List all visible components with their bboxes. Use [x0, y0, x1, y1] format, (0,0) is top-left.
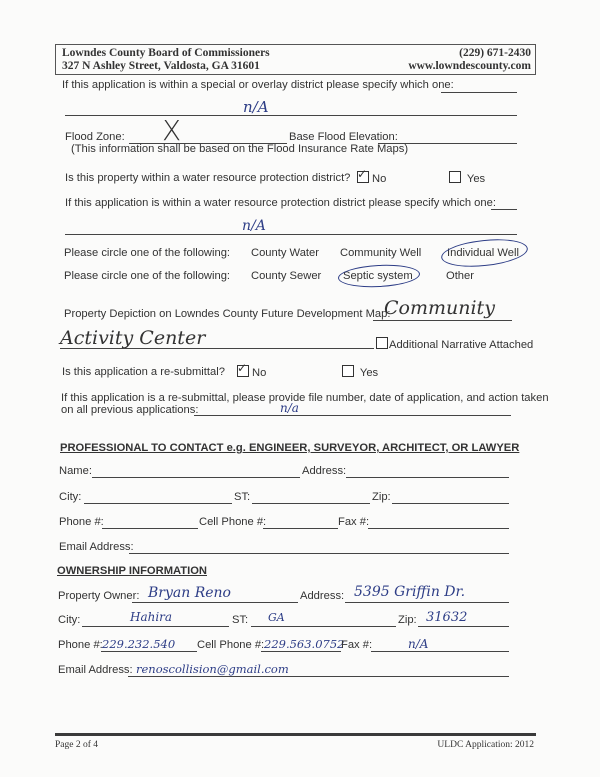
water-resource-question: Is this property within a water resource protection district? — [65, 172, 351, 184]
owner-fax-label: Fax #: — [341, 639, 373, 651]
water-resource-specify-line-1 — [491, 209, 517, 210]
professional-email-field[interactable] — [129, 553, 509, 554]
check-mark-icon: ✓ — [237, 361, 248, 375]
special-district-value[interactable]: n/A — [243, 98, 269, 116]
water-resource-yes[interactable] — [449, 171, 485, 185]
water-source-label: Please circle one of the following: — [64, 247, 231, 259]
professional-st-field[interactable] — [252, 503, 370, 504]
owner-fax-field[interactable] — [371, 651, 509, 652]
water-resource-specify-line-2[interactable] — [65, 234, 517, 235]
professional-phone-label: Phone #: — [59, 516, 104, 528]
professional-fax-label: Fax #: — [338, 516, 370, 528]
sewer-option-septic-system[interactable]: Septic system — [343, 270, 413, 282]
owner-label: Property Owner: — [58, 590, 140, 602]
future-development-label: Property Depiction on Lowndes County Future Development Map: — [64, 308, 391, 320]
water-resource-specify-value[interactable]: n/A — [242, 218, 266, 234]
org-address: 327 N Ashley Street, Valdosta, GA 31601 — [62, 60, 260, 72]
owner-address-value[interactable]: 5395 Griffin Dr. — [354, 584, 466, 600]
additional-narrative-checkbox[interactable] — [376, 337, 388, 349]
sewer-label: Please circle one of the following: — [64, 270, 231, 282]
owner-field[interactable] — [132, 602, 298, 603]
special-district-line-2[interactable] — [65, 115, 517, 116]
water-resource-no-label: No — [372, 173, 387, 185]
professional-city-field[interactable] — [84, 503, 232, 504]
resubmittal-question: Is this application a re-submittal? — [62, 366, 225, 378]
selection-circle-individual-well — [440, 236, 529, 271]
resubmittal-no-checkbox[interactable] — [237, 361, 249, 377]
owner-phone-value[interactable]: 229.232.540 — [102, 637, 176, 651]
resubmittal-no-label: No — [252, 367, 267, 379]
professional-address-field[interactable] — [346, 477, 509, 478]
form-id: ULDC Application: 2012 — [437, 740, 534, 750]
additional-narrative[interactable] — [376, 337, 533, 351]
resubmittal-details-label-2: on all previous applications: — [61, 404, 199, 416]
water-resource-no[interactable] — [357, 167, 387, 185]
water-resource-yes-label: Yes — [466, 173, 486, 185]
resubmittal-details-label-1: If this application is a re-submittal, please provide file number, date of application, and action taken — [61, 392, 549, 404]
check-mark-icon: ✓ — [357, 167, 368, 181]
future-development-line-1[interactable] — [373, 320, 512, 321]
owner-email-label: Email Address: — [58, 664, 133, 676]
flood-note: (This information shall be based on the Flood Insurance Rate Maps) — [71, 143, 409, 155]
professional-cell-field[interactable] — [263, 528, 338, 529]
professional-section-title: PROFESSIONAL TO CONTACT e.g. ENGINEER, SURVEYOR, ARCHITECT, OR LAWYER — [60, 442, 520, 454]
org-phone: (229) 671-2430 — [459, 47, 531, 59]
professional-st-label: ST: — [234, 491, 251, 503]
letterhead — [55, 44, 536, 75]
owner-fax-value[interactable]: n/A — [408, 637, 429, 651]
owner-phone-label: Phone #: — [58, 639, 103, 651]
future-development-value-2[interactable]: Activity Center — [60, 327, 206, 349]
selection-circle-septic-system — [337, 263, 420, 289]
owner-address-label: Address: — [300, 590, 345, 602]
special-district-line-1 — [441, 92, 517, 93]
owner-city-field[interactable] — [82, 626, 229, 627]
professional-address-label: Address: — [302, 465, 347, 477]
water-resource-yes-checkbox[interactable] — [449, 171, 461, 183]
owner-phone-field[interactable] — [101, 651, 197, 652]
owner-zip-label: Zip: — [398, 614, 417, 626]
owner-zip-value[interactable]: 31632 — [426, 610, 468, 625]
flood-zone-label: Flood Zone: — [65, 131, 125, 143]
owner-city-label: City: — [58, 614, 81, 626]
owner-address-field[interactable] — [345, 602, 509, 603]
owner-zip-field[interactable] — [418, 626, 509, 627]
owner-cell-field[interactable] — [261, 651, 341, 652]
owner-value[interactable]: Bryan Reno — [148, 585, 231, 601]
owner-city-value[interactable]: Hahira — [130, 610, 173, 624]
owner-st-label: ST: — [232, 614, 249, 626]
owner-cell-value[interactable]: 229.563.0752 — [264, 637, 345, 651]
professional-city-label: City: — [59, 491, 82, 503]
water-resource-specify-label: If this application is within a water resource protection district please specify which one: — [65, 197, 496, 209]
resubmittal-details-line[interactable] — [194, 415, 511, 416]
professional-name-field[interactable] — [92, 477, 300, 478]
footer-rule — [55, 733, 536, 736]
flood-zone-value[interactable]: X — [162, 114, 182, 147]
owner-email-value[interactable]: renoscollision@gmail.com — [136, 662, 289, 676]
professional-zip-field[interactable] — [392, 503, 509, 504]
professional-name-label: Name: — [59, 465, 92, 477]
professional-zip-label: Zip: — [372, 491, 391, 503]
water-resource-no-checkbox[interactable] — [357, 167, 369, 183]
professional-cell-label: Cell Phone #: — [199, 516, 267, 528]
resubmittal-yes-checkbox[interactable] — [342, 365, 354, 377]
professional-phone-field[interactable] — [102, 528, 198, 529]
resubmittal-yes[interactable] — [342, 365, 378, 379]
owner-email-field[interactable] — [128, 676, 509, 677]
water-option-individual-well[interactable]: Individual Well — [447, 247, 519, 259]
page-number: Page 2 of 4 — [55, 740, 99, 750]
special-district-label: If this application is within a special or overlay district please specify which one: — [62, 79, 454, 91]
owner-cell-label: Cell Phone #: — [197, 639, 265, 651]
resubmittal-details-value[interactable]: n/a — [280, 401, 299, 415]
future-development-value-1[interactable]: Community — [384, 297, 495, 319]
org-name: Lowndes County Board of Commissioners — [62, 47, 270, 59]
org-website: www.lowndescounty.com — [408, 60, 531, 72]
sewer-option-other[interactable]: Other — [446, 270, 474, 282]
resubmittal-no[interactable] — [237, 361, 267, 379]
water-option-community-well[interactable]: Community Well — [340, 247, 422, 259]
base-flood-elevation-label: Base Flood Elevation: — [289, 131, 398, 143]
professional-email-label: Email Address: — [59, 541, 134, 553]
water-option-county-water[interactable]: County Water — [251, 247, 319, 259]
professional-fax-field[interactable] — [368, 528, 509, 529]
owner-st-field[interactable] — [251, 626, 396, 627]
sewer-option-county-sewer[interactable]: County Sewer — [251, 270, 322, 282]
additional-narrative-label: Additional Narrative Attached — [389, 339, 534, 351]
resubmittal-yes-label: Yes — [359, 367, 379, 379]
ownership-section-title: OWNERSHIP INFORMATION — [57, 565, 207, 577]
owner-st-value[interactable]: GA — [268, 611, 285, 624]
